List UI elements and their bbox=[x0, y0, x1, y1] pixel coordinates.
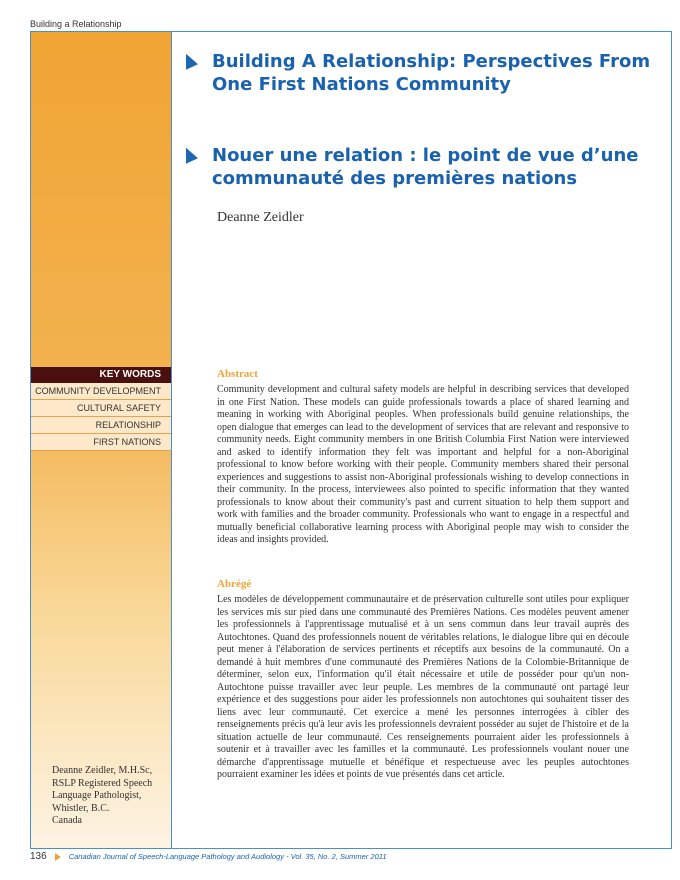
keyword-item: RELATIONSHIP bbox=[31, 417, 171, 434]
abrege-text: Les modèles de développement communautaire et de préservation culturelle sont utiles pour expliquer les services mis sur pied dans une communauté des Premières Nations. Ces modèles peuvent amener les professionnels à l'apprentissage mutualisé et à un sens commun dans leur travail auprès des Autochtones. Quand des professionnels nouent de véritables relations, le dialogue libre qui en découle peut mener à l'élaboration de services pertinents et réceptifs aux besoins de la communauté. On a demandé à huit membres d'une communauté des Premières Nations de la Colombie-Britannique de déterminer, selon eux, l'information qu'il était nécessaire et utile de posséder pour qu'un non-Autochtone puisse travailler avec leur peuple. Les membres de la communauté ont partagé leur expérience et des suggestions pour aider les professionnels non autochtones qui souhaitent tisser des liens avec leur communauté. Cet exercice a mené les personnes interrogées à cibler des renseignements précis qu'à leur avis les professionnels devraient posséder au sujet de l'histoire et de la situation actuelle de leur communauté. Ces renseignements pourraient aider les professionnels à soutenir et à travailler avec les familles et la communauté. Les professionnels voulant nouer une démarche d'apprentissage mutuelle et bénéfique et respectueuse avec les peuples autochtones pourraient examiner les idées et points de vue présentés dans cet article. bbox=[217, 594, 629, 780]
page-number: 136 bbox=[30, 851, 47, 862]
journal-citation: Canadian Journal of Speech-Language Pathology and Audiology - Vol. 35, No. 2, Summer 2011 bbox=[68, 852, 387, 861]
page-footer bbox=[30, 851, 387, 862]
affiliation-line: RSLP Registered Speech bbox=[52, 777, 153, 789]
abstract-heading: Abstract bbox=[217, 368, 258, 380]
abstract-text: Community development and cultural safety models are helpful in describing services that developed in one First Nation. These models can guide professionals towards a place of shared learning and meaning in working with Aboriginal peoples. When professionals build genuine relationships, the open dialogue that emerges can lead to the development of services that are relevant and responsive to community needs. Eight community members in one British Columbia First Nation were interviewed and asked to identify information they felt was important and helpful for a non-Aboriginal professional to know before working with their people. Community members shared their personal experiences and suggestions to assist non-Aboriginal professionals wishing to develop connections in their community. In the process, interviewees also pointed to specific information that they wanted professionals to know about their community's past and current situation to help them support and work with families and the broader community. Professionals who want to engage in a respectful and mutually beneficial collaborative learning process with Aboriginal people may wish to consider the ideas and insights provided. bbox=[217, 384, 629, 545]
title-french: Nouer une relation : le point de vue d’une communauté des premières nations bbox=[212, 145, 639, 189]
keyword-item: CULTURAL SAFETY bbox=[31, 400, 171, 417]
title-english-block bbox=[186, 50, 656, 96]
keyword-item: FIRST NATIONS bbox=[31, 434, 171, 451]
arrow-bullet-icon bbox=[186, 148, 198, 167]
affiliation-line: Canada bbox=[52, 815, 82, 826]
author-name: Deanne Zeidler bbox=[217, 210, 304, 225]
affiliation-line: Whistler, B.C. bbox=[52, 802, 110, 814]
arrow-bullet-icon bbox=[186, 54, 198, 73]
keywords-list bbox=[31, 383, 171, 451]
keyword-item: COMMUNITY DEVELOPMENT bbox=[31, 383, 171, 400]
keywords-header: KEY WORDS bbox=[31, 367, 171, 383]
running-head: Building a Relationship bbox=[30, 19, 122, 29]
title-english: Building A Relationship: Perspectives From One First Nations Community bbox=[212, 51, 651, 95]
title-french-block bbox=[186, 144, 656, 190]
column-divider bbox=[171, 32, 172, 848]
affiliation-line: Language Pathologist, bbox=[52, 790, 142, 801]
author-affiliation bbox=[52, 765, 168, 828]
affiliation-line: Deanne Zeidler, M.H.Sc, bbox=[52, 765, 153, 776]
arrow-bullet-icon bbox=[55, 853, 61, 861]
abrege-heading: Abrégé bbox=[217, 578, 252, 590]
